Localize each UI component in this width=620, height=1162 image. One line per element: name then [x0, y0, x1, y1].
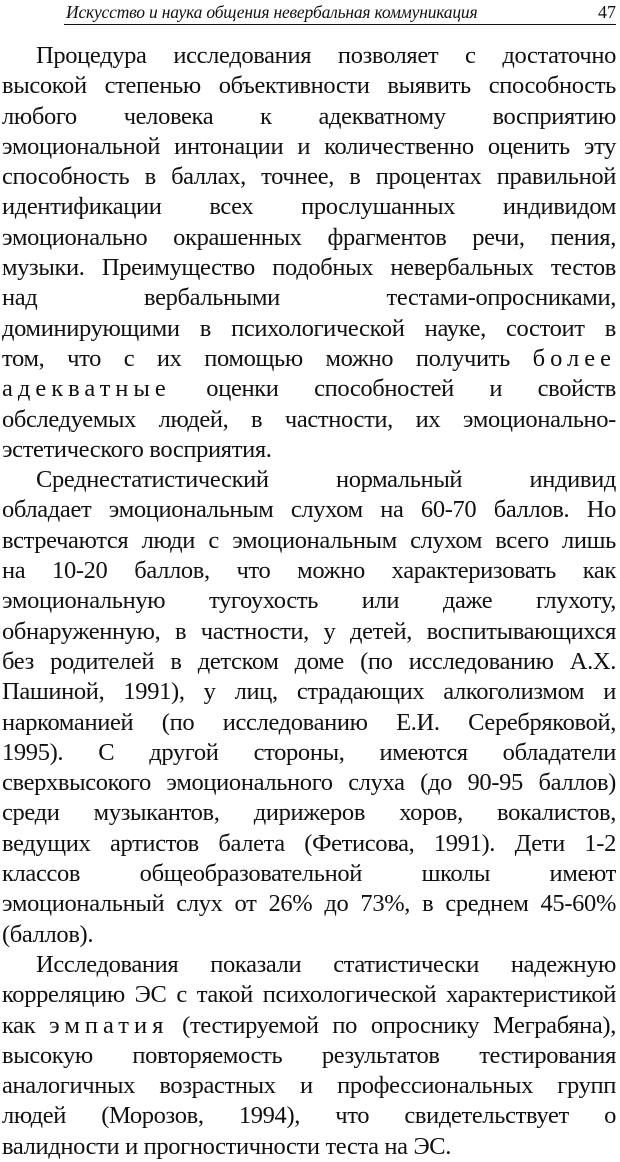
text-line: Процедура исследования позволяет с достаточно — [36, 42, 616, 69]
emphasis-spaced: более — [532, 344, 616, 372]
text-segment: оценки способностей и свойств — [170, 375, 616, 403]
text-line: людей (Морозов, 1994), что свидетельствует о — [2, 1102, 616, 1130]
text-line: эстетического восприятия. — [2, 435, 272, 463]
text-line: валидности и прогностичности теста на ЭС. — [2, 1132, 452, 1160]
paragraph-2 — [2, 465, 616, 950]
text-line: встречаются люди с эмоциональным слухом всего лишь — [2, 526, 616, 554]
text-line: над вербальными тестами-опросниками, — [2, 284, 616, 312]
text-segment: как — [2, 1011, 50, 1039]
text-line: наркоманией (по исследованию Е.И. Серебряковой, — [2, 708, 616, 736]
text-line: высокую повторяемость результатов тестирования — [2, 1041, 616, 1069]
text-line: эмоциональный слух от 26% до 73%, в среднем 45-60% — [2, 890, 616, 918]
running-title: Искусство и наука общения невербальная коммуникация — [66, 2, 478, 22]
text-line: ведущих артистов балета (Фетисова, 1991). Дети 1-2 — [2, 829, 616, 857]
emphasis-spaced: адекватные — [2, 375, 171, 403]
text-line: на 10-20 баллов, что можно характеризовать как — [2, 557, 616, 585]
text-line-with-emphasis — [2, 374, 616, 404]
text-line: любого человека к адекватному восприятию — [2, 102, 616, 130]
text-line: среди музыкантов, дирижеров хоров, вокалистов, — [2, 799, 616, 827]
emphasis-spaced: эмпатия — [49, 1011, 169, 1039]
text-line: классов общеобразовательной школы имеют — [2, 860, 616, 888]
page-number: 47 — [598, 2, 616, 22]
text-line: способность в баллах, точнее, в процентах правильной — [2, 163, 616, 191]
text-segment: том, что с их помощью можно получить — [2, 344, 533, 372]
text-line: высокой степенью объективности выявить способность — [2, 72, 616, 100]
text-line: корреляцию ЭС с такой психологической характеристикой — [2, 981, 616, 1009]
text-line: идентификации всех прослушанных индивидом — [2, 193, 616, 221]
text-line: без родителей в детском доме (по исследованию А.Х. — [2, 647, 616, 675]
text-line: обнаруженную, в частности, у детей, воспитывающихся — [2, 617, 616, 645]
text-line: аналогичных возрастных и профессиональных групп — [2, 1072, 616, 1100]
text-segment: (тестируемой по опроснику Меграбяна), — [168, 1011, 616, 1039]
text-line: 1995). С другой стороны, имеются обладатели — [2, 738, 616, 766]
text-line: эмоциональную тугоухость или даже глухоту, — [2, 587, 616, 615]
text-line: обследуемых людей, в частности, их эмоционально- — [2, 405, 616, 433]
text-line: обладает эмоциональным слухом на 60-70 баллов. Но — [2, 496, 616, 524]
text-line-with-emphasis — [2, 1011, 616, 1041]
text-line: эмоционально окрашенных фрагментов речи, пения, — [2, 223, 616, 251]
paragraph-1 — [2, 41, 616, 465]
text-line: Пашиной, 1991), у лиц, страдающих алкоголизмом и — [2, 678, 616, 706]
body-text — [2, 41, 616, 1162]
text-line: Среднестатистический нормальный индивид — [36, 466, 616, 494]
paragraph-3 — [2, 950, 616, 1162]
text-line: музыки. Преимущество подобных невербальных тестов — [2, 254, 616, 282]
text-line: (баллов). — [2, 920, 94, 948]
text-line: доминирующими в психологической науке, состоит в — [2, 314, 616, 342]
running-header — [64, 0, 616, 25]
text-line-with-emphasis — [2, 344, 616, 374]
text-line: Исследования показали статистически надежную — [36, 950, 616, 978]
text-line: сверхвысокого эмоционального слуха (до 90-95 баллов) — [2, 769, 616, 797]
text-line: эмоциональной интонации и количественно оценить эту — [2, 132, 616, 160]
